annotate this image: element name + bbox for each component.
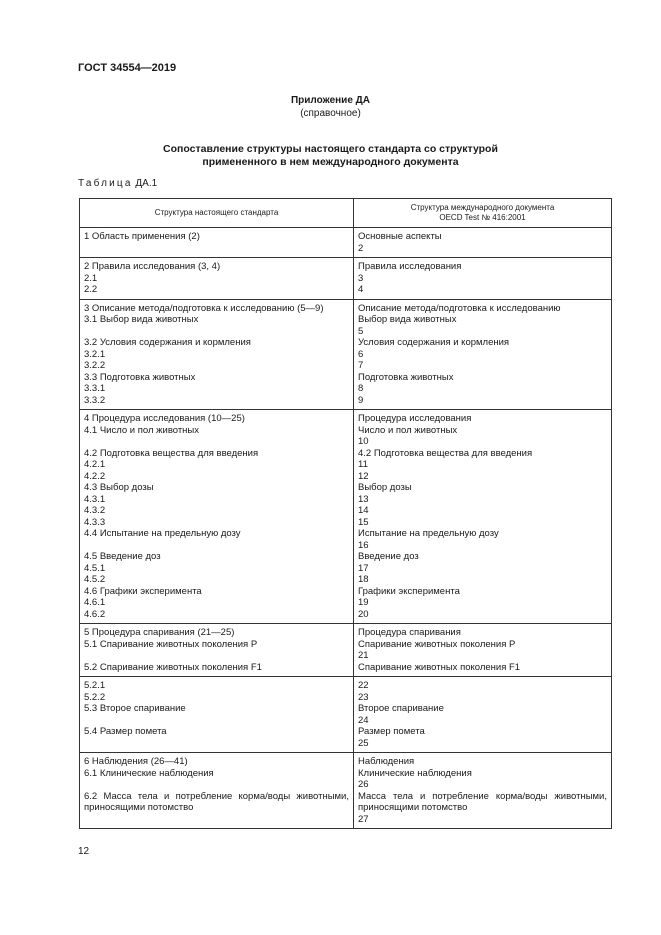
cell-line: 19 [358, 597, 369, 608]
cell-line: Масса тела и потребление корма/воды животными, приносящими потомство [358, 790, 607, 813]
section-title [0, 143, 661, 169]
cell-line: 5.3 Второе спаривание [84, 703, 186, 714]
cell-line: Выбор вида животных [358, 314, 457, 325]
cell-line: 5.4 Размер помета [84, 726, 167, 737]
table-cell-right [354, 299, 612, 410]
cell-line: 14 [358, 505, 369, 516]
cell-line [84, 436, 349, 448]
cell-line: 23 [358, 691, 369, 703]
table-cell-left [80, 258, 354, 300]
table-row [80, 410, 612, 624]
cell-line: 6 [358, 348, 364, 360]
table-row [80, 624, 612, 677]
cell-line: 10 [358, 436, 369, 447]
cell-line: Спаривание животных поколения Р [358, 638, 516, 650]
cell-line: 4.3.3 [84, 516, 106, 528]
cell-line: 3 [358, 272, 364, 284]
cell-line: 21 [358, 650, 369, 661]
cell-line: 4.4 Испытание на предельную дозу [84, 528, 241, 539]
cell-line: 9 [358, 394, 364, 406]
cell-line: 3.3.2 [84, 394, 106, 406]
cell-line: 24 [358, 714, 369, 726]
cell-line: 17 [358, 562, 369, 574]
table-cell-left [80, 753, 354, 829]
cell-line: 3 Описание метода/подготовка к исследованию (5—9) [84, 302, 324, 314]
table-cell-left [80, 624, 354, 677]
header-right [354, 199, 612, 228]
cell-line: 2 [358, 242, 364, 254]
table-row [80, 299, 612, 410]
cell-line: 27 [358, 813, 369, 825]
cell-line: 3.1 Выбор вида животных [84, 314, 199, 325]
cell-line: Основные аспекты [358, 231, 442, 242]
cell-line: Введение доз [358, 551, 419, 562]
cell-line: 4 Процедура исследования (10—25) [84, 413, 245, 424]
cell-line: Клинические наблюдения [358, 767, 472, 779]
table-cell-left [80, 299, 354, 410]
cell-line: 3.3.1 [84, 383, 106, 394]
appendix-title: Приложение ДА [290, 95, 371, 106]
section-title-line2: примененного в нем международного документа [202, 156, 459, 168]
cell-line: 5 [358, 325, 364, 337]
cell-line: 3.2.1 [84, 348, 106, 360]
cell-line: 5.2.2 [84, 691, 106, 703]
cell-line: Число и пол животных [358, 424, 458, 436]
cell-line: Процедура спаривания [358, 627, 461, 638]
cell-line: Подготовка животных [358, 371, 454, 383]
header-right-line2: OECD Test № 416:2001 [439, 213, 526, 222]
comparison-table [79, 198, 612, 829]
cell-line: 4.2 Подготовка вещества для введения [358, 447, 533, 459]
cell-line: 26 [358, 779, 369, 790]
cell-line: 4.5 Введение доз [84, 551, 161, 562]
cell-line: 1 Область применения (2) [84, 231, 200, 242]
cell-line: 5 Процедура спаривания (21—25) [84, 627, 235, 638]
cell-line [84, 650, 349, 662]
cell-line: 12 [358, 470, 369, 482]
cell-line: 4.1 Число и пол животных [84, 424, 200, 436]
table-row [80, 677, 612, 753]
cell-line: 4 [358, 284, 364, 295]
cell-line: 20 [358, 608, 369, 620]
cell-line [84, 779, 349, 791]
cell-line [84, 738, 349, 750]
cell-line: 7 [358, 360, 364, 371]
cell-line: 13 [358, 493, 369, 505]
cell-line: 4.3 Выбор дозы [84, 482, 154, 493]
cell-line: 4.6.1 [84, 597, 106, 608]
table-cell-right [354, 410, 612, 624]
cell-line: 6 Наблюдения (26—41) [84, 756, 188, 767]
cell-line: 3.2 Условия содержания и кормления [84, 337, 251, 348]
cell-line: 4.6 Графики эксперимента [84, 585, 202, 597]
cell-line: 5.1 Спаривание животных поколения Р [84, 638, 258, 650]
table-cell-left [80, 228, 354, 258]
document-code: ГОСТ 34554—2019 [78, 62, 177, 74]
table-header-row [80, 199, 612, 228]
cell-line: Графики эксперимента [358, 585, 460, 597]
cell-line: 4.2.1 [84, 459, 106, 470]
table-label-id: ДА.1 [135, 178, 158, 189]
table-row [80, 228, 612, 258]
cell-line [84, 540, 349, 552]
cell-line: 4.6.2 [84, 608, 106, 620]
table-row [80, 258, 612, 300]
cell-line: 4.3.2 [84, 505, 106, 516]
appendix-heading [0, 94, 661, 120]
cell-line: Процедура исследования [358, 413, 472, 424]
cell-line: 4.5.1 [84, 562, 106, 574]
table-cell-right [354, 228, 612, 258]
cell-line: 4.3.1 [84, 493, 106, 505]
cell-line: Спаривание животных поколения F1 [358, 661, 521, 673]
cell-line: Выбор дозы [358, 482, 412, 493]
section-title-line1: Сопоставление структуры настоящего стандарта со структурой [163, 143, 498, 155]
cell-line: 2.1 [84, 272, 98, 284]
cell-line: 4.2 Подготовка вещества для введения [84, 447, 259, 459]
table-cell-right [354, 258, 612, 300]
cell-line: 25 [358, 737, 369, 749]
table-cell-left [80, 410, 354, 624]
cell-line [84, 243, 349, 255]
cell-line: 11 [358, 459, 368, 470]
cell-line: 4.5.2 [84, 574, 106, 585]
cell-line: 3.3 Подготовка животных [84, 371, 196, 383]
cell-line: Описание метода/подготовка к исследованию [358, 302, 561, 314]
cell-line: 8 [358, 383, 364, 394]
cell-line: 6.2 Масса тела и потребление корма/воды животными, приносящими потомство [84, 790, 349, 813]
appendix-subtitle: (справочное) [300, 108, 361, 119]
table-row [80, 753, 612, 829]
cell-line: 16 [358, 539, 369, 551]
cell-line: 2 Правила исследования (3, 4) [84, 261, 221, 272]
table-label [78, 178, 157, 189]
cell-line: 4.2.2 [84, 470, 106, 482]
cell-line: 6.1 Клинические наблюдения [84, 767, 214, 779]
cell-line: 5.2 Спаривание животных поколения F1 [84, 661, 262, 673]
cell-line [84, 326, 349, 338]
header-right-line1: Структура международного документа [410, 203, 555, 212]
table-body [80, 228, 612, 829]
cell-line: 3.2.2 [84, 360, 106, 371]
cell-line: Испытание на предельную дозу [358, 528, 499, 539]
cell-line: Размер помета [358, 726, 425, 737]
cell-line: Правила исследования [358, 261, 462, 272]
cell-line [84, 715, 349, 727]
cell-line: Второе спаривание [358, 703, 444, 714]
cell-line: 15 [358, 516, 369, 528]
cell-line: 18 [358, 574, 369, 585]
cell-line [84, 814, 349, 826]
header-left: Структура настоящего стандарта [80, 199, 354, 228]
table-cell-right [354, 624, 612, 677]
cell-line: Наблюдения [358, 756, 415, 767]
cell-line: 22 [358, 680, 369, 691]
cell-line: 2.2 [84, 284, 98, 295]
cell-line: Условия содержания и кормления [358, 337, 510, 348]
table-cell-right [354, 753, 612, 829]
table-label-word: Таблица [78, 178, 133, 189]
table-cell-right [354, 677, 612, 753]
cell-line: 5.2.1 [84, 680, 106, 691]
table-cell-left [80, 677, 354, 753]
page-number: 12 [78, 846, 90, 857]
